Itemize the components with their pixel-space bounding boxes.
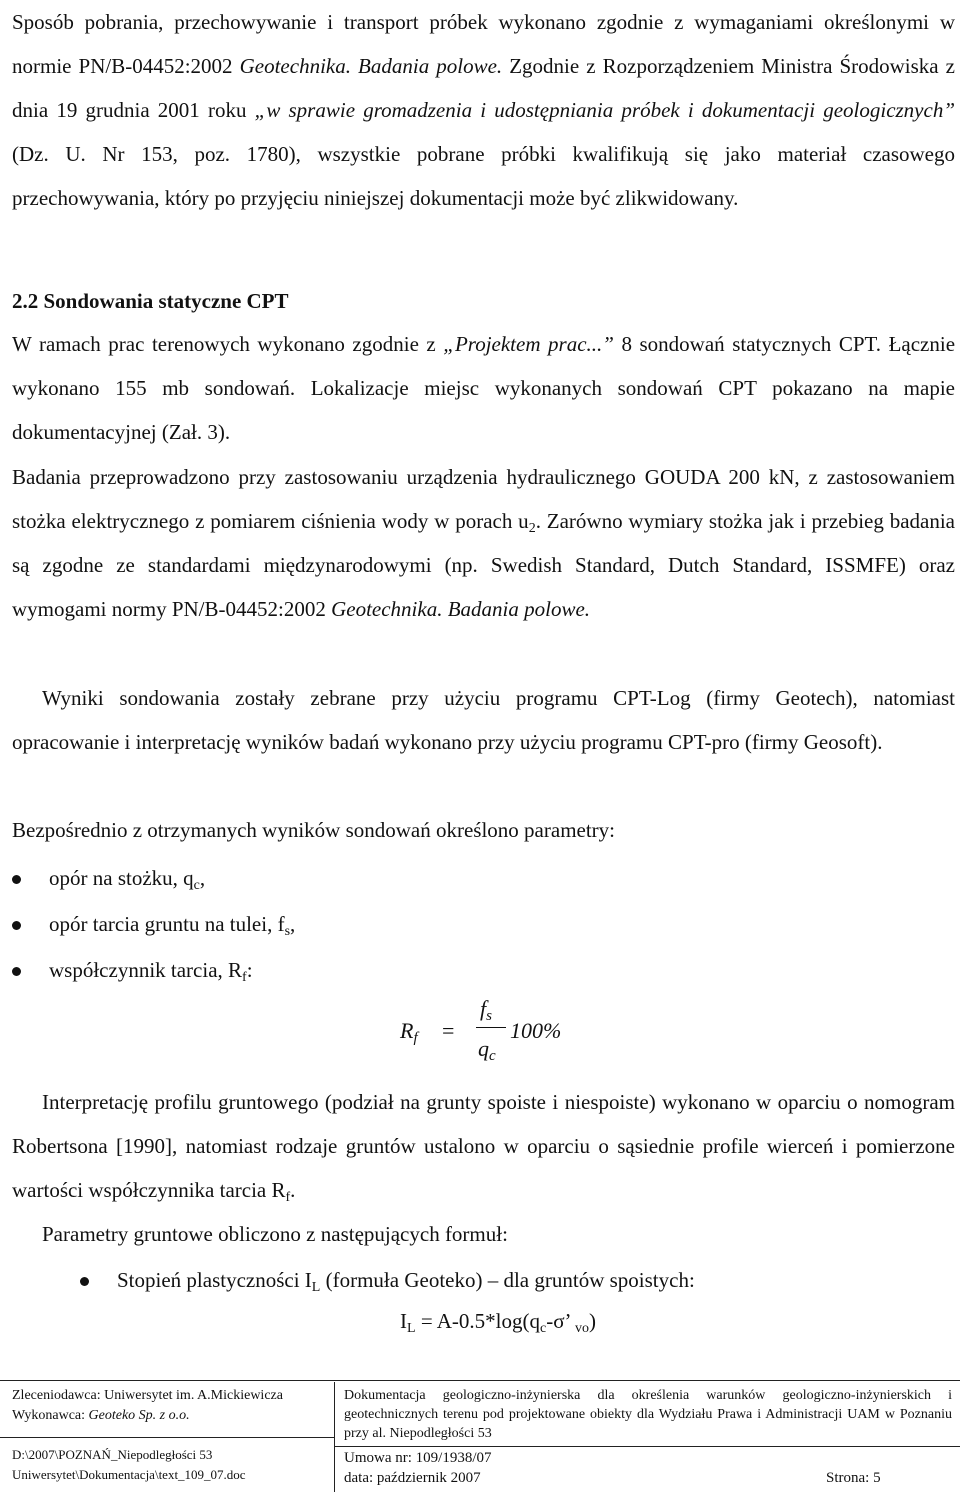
formula-lhs: $R_f$ [400, 1018, 418, 1046]
bullet-icon [12, 921, 21, 930]
formula-factor: 100% [510, 1018, 562, 1043]
footer-document-title: Dokumentacja geologiczno-inżynierska dla określenia warunków geologiczno-inżynierskich i geotechnicznych terenu pod projektowane obiekty dla Wydziału Prawa i Administracji UAM w Poznaniu przy al. Niepodległości 53 [344, 1388, 952, 1441]
plasticity-formula: $I_L = A-0.5*\log(q_c-\sigma$’ $_{vo}$) [400, 1309, 597, 1336]
paragraph-cpt-intro: W ramach prac terenowych wykonano zgodnie z „Projektem prac...” 8 sondowań statycznych CPT. Łącznie wykonano 155 mb sondowań. Lokalizacje miejsc wykonanych sondowań CPT pokazano na mapie dokumentacyjnej (Zał. 3). [12, 332, 956, 444]
paragraph-storage: Sposób pobrania, przechowywanie i transport próbek wykonano zgodnie z wymaganiami określonymi w normie PN/B-04452:2002 Geotechnika. Badania polowe. Zgodnie z Rozporządzeniem Ministra Środowiska z dnia 19 grudnia 2001 roku „w sprawie gromadzenia i udostępniania próbek i dokumentacji geologicznych” (Dz. U. Nr 153, poz. 1780), wszystkie pobrane próbki kwalifikują się jako materiał czasowego przechowywania, który po przyjęciu niniejszej dokumentacji może być zlikwidowany. [12, 10, 956, 210]
paragraph-formulas-intro: Parametry gruntowe obliczono z następujących formuł: [42, 1222, 508, 1246]
formula-equals: = [442, 1018, 455, 1043]
footer-page-number: Strona: 5 [826, 1470, 881, 1486]
paragraph-parameters: Bezpośrednio z otrzymanych wyników sondowań określono parametry: [12, 818, 616, 842]
footer-divider [334, 1382, 335, 1492]
footer-contractor: Wykonawca: Geoteko Sp. z o.o. [12, 1408, 190, 1423]
paragraph-equipment: Badania przeprowadzono przy zastosowaniu urządzenia hydraulicznego GOUDA 200 kN, z zastosowaniem stożka elektrycznego z pomiarem ciśnienia wody w porach $u_2$. Zarówno wymiary stożka jak i przebieg badania są zgodne ze standardami międzynarodowymi (np. Swedish Standard, Dutch Standard, ISSMFE) oraz wymogami normy PN/B-04452:2002 Geotechnika. Badania polowe. [12, 465, 955, 621]
bullet-icon [12, 875, 21, 884]
section-heading: 2.2 Sondowania statyczne CPT [12, 289, 289, 313]
paragraph-interpretation: Interpretację profilu gruntowego (podział na grunty spoiste i niespoiste) wykonano w oparciu o nomogram Robertsona [1990], natomiast rodzaje gruntów ustalono w oparciu o sąsiednie profile wierceń i pomierzone wartości współczynnika tarcia $R_f$. [12, 1090, 955, 1205]
bullet-icon [12, 967, 21, 976]
footer-file-name: Uniwersytet\Dokumentacja\text_109_07.doc [12, 1467, 246, 1482]
formula-denominator: $q_c$ [478, 1036, 496, 1064]
bullet-icon [80, 1277, 89, 1286]
footer-file-path: D:\2007\POZNAŃ_Niepodległości 53 [12, 1447, 213, 1462]
footer-top-rule [0, 1380, 960, 1381]
fraction-bar [476, 1027, 506, 1028]
paragraph-software: Wyniki sondowania zostały zebrane przy użyciu programu CPT-Log (firmy Geotech), natomiast opracowanie i interpretację wyników badań wykonano przy użyciu programu CPT-pro (firmy Geosoft). [12, 686, 955, 754]
formula-numerator: $f_s$ [480, 996, 492, 1024]
footer-client: Zleceniodawca: Uniwersytet im. A.Mickiewicza [12, 1388, 283, 1403]
footer-date: data: październik 2007 [344, 1470, 481, 1486]
friction-ratio-formula [400, 996, 580, 1076]
footer-contract-number: Umowa nr: 109/1938/07 [344, 1450, 492, 1466]
footer-right-rule [335, 1446, 960, 1447]
footer-left-rule [0, 1437, 334, 1438]
